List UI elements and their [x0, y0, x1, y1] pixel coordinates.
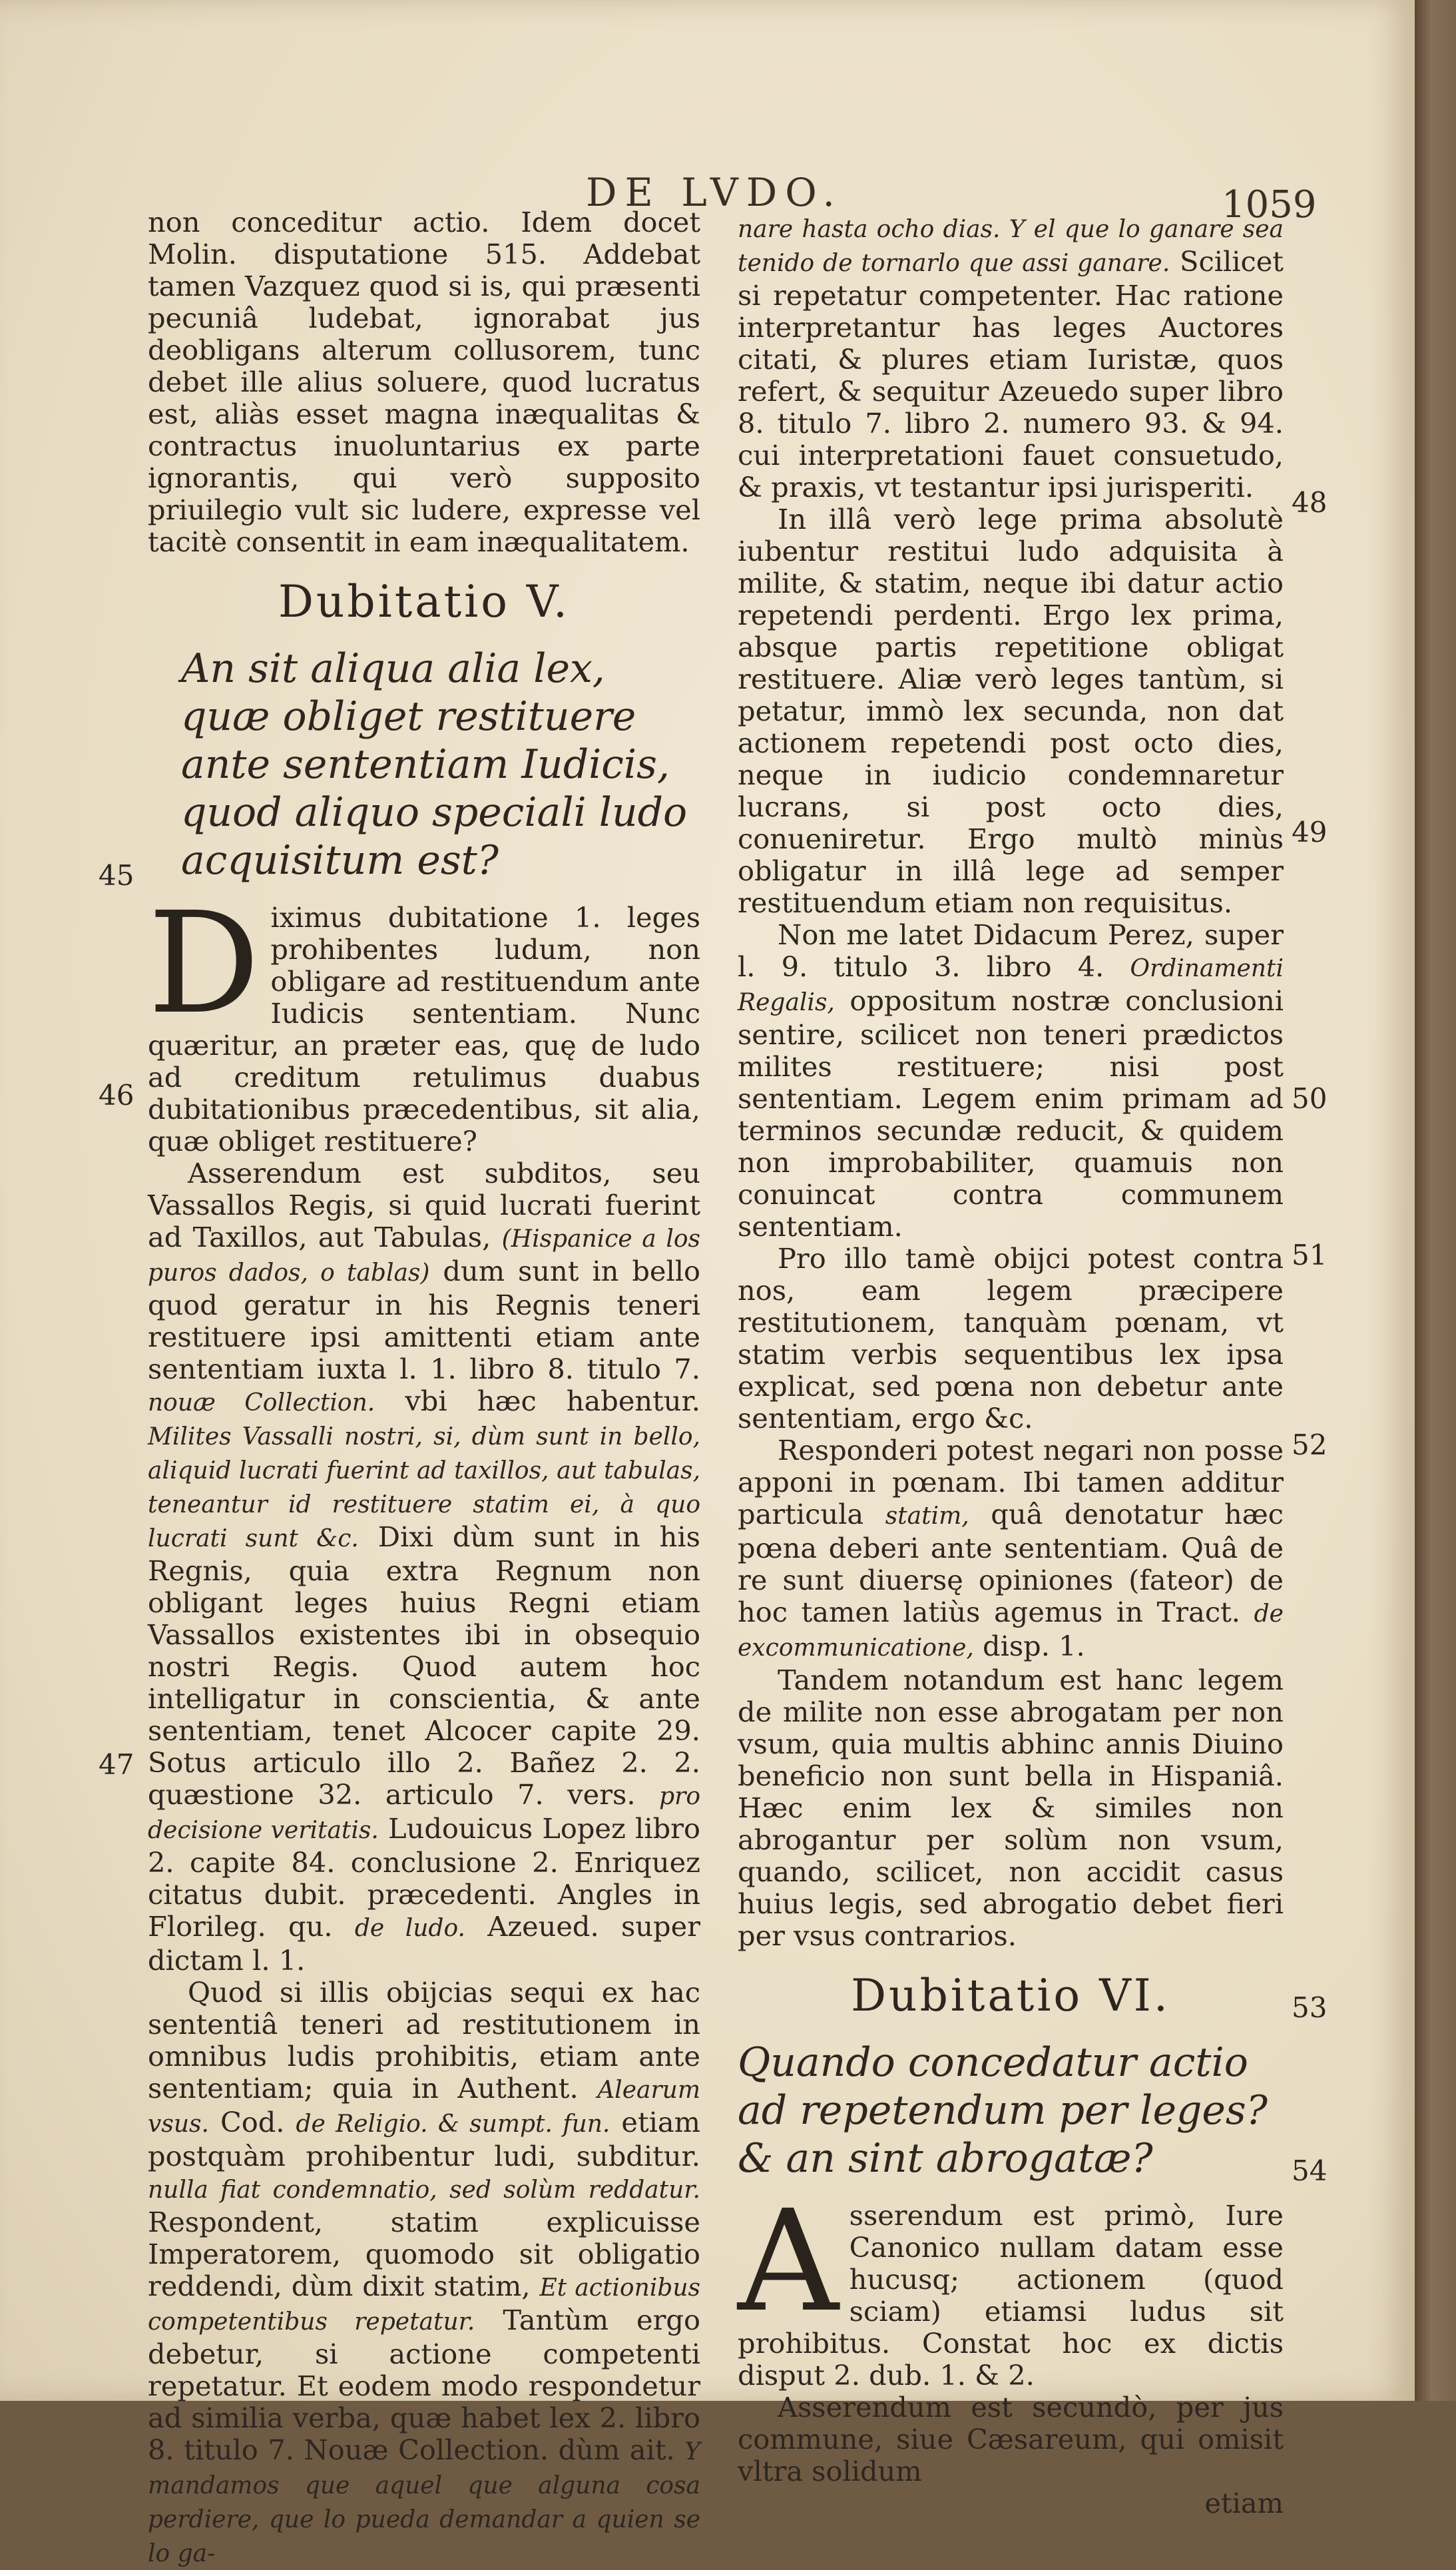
- paragraph-52: Tandem notandum est hanc legem de milite non esse abrogatam per non vsum, quia multis abhinc annis Diuino beneficio non sunt bella in Hispaniâ. Hæc enim lex & similes non abrogantur per solùm non vsum, quando, scilicet, non accidit casus huius legis, sed abrogatio debet fieri per vsus contrarios.: [738, 1664, 1284, 1952]
- paragraph-53: Asserendum est primò, Iure Canonico nullam datam esse hucusq; actionem (quod sciam) etiamsi ludus sit prohibitus. Constat hoc ex dictis disput 2. dub. 1. & 2.: [738, 2180, 1284, 2392]
- margin-number-49: 49: [1292, 816, 1328, 848]
- margin-number-51: 51: [1292, 1239, 1328, 1271]
- running-title: DE LVDO.: [586, 170, 843, 215]
- paragraph-47: Quod si illis obijcias sequi ex hac sententiâ teneri ad restitutionem in omnibus ludis prohibitis, etiam ante sententiam; quia in Authent. Alearum vsus. Cod. de Religio. & sumpt. fun. etiam postquàm prohibentur ludi, subditur. nulla fiat condemnatio, sed solùm reddatur. Respondent, statim explicuisse Imperatorem, quomodo sit obligatio reddendi, dùm dixit statim, Et actionibus competentibus repetatur. Tantùm ergo debetur, si actione competenti repetatur. Et eodem modo respondetur ad similia verba, quæ habet lex 2. libro 8. titulo 7. Nouæ Collection. dùm ait. Y mandamos que aquel que alguna cosa perdiere, que lo pueda demandar a quien se lo ga-: [148, 1976, 700, 2567]
- paragraph-continued: non conceditur actio. Idem docet Molin. disputatione 515. Addebat tamen Vazquez quod si is, qui præsenti pecuniâ ludebat, ignorabat jus deobligans alterum collusorem, tunc debet ille alius soluere, quod lucratus est, aliàs esset magna inæqualitas & contractus inuoluntarius ex parte ignorantis, qui verò supposito priuilegio vult sic ludere, expresse vel tacitè consentit in eam inæqualitatem.: [148, 206, 700, 558]
- margin-number-47: 47: [99, 1748, 134, 1781]
- margin-number-50: 50: [1292, 1082, 1328, 1115]
- book-edge: [1415, 0, 1456, 2401]
- margin-number-53: 53: [1292, 1991, 1328, 2024]
- margin-number-48: 48: [1292, 486, 1328, 519]
- paragraph-49: Non me latet Didacum Perez, super l. 9. titulo 3. libro 4. Ordinamenti Regalis, oppositum nostræ conclusioni sentire, scilicet non teneri prædictos milites restituere; nisi post sententiam. Legem enim primam ad terminos secundæ reducit, & quidem non improbabiliter, quamuis non conuincat contra communem sententiam.: [738, 918, 1284, 1243]
- page-number: 1059: [1222, 183, 1317, 226]
- dubitatio-5-question: An sit aliqua alia lex, quæ obliget restituere ante sententiam Iudicis, quod aliquo speciali ludo acquisitum est?: [181, 645, 688, 884]
- paragraph-48: In illâ verò lege prima absolutè iubentur restitui ludo adquisita à milite, & statim, neque ibi datur actio repetendi perdenti. Ergo lex prima, absque partis repetitione obligat restituere. Aliæ verò leges tantùm, si petatur, immò lex secunda, non dat actionem repetendi post octo dies, neque in iudicio condemnaretur lucrans, si post octo dies, conueniretur. Ergo multò minùs obligatur in illâ lege ad semper restituendum etiam non requisitus.: [738, 503, 1284, 919]
- margin-number-46: 46: [99, 1079, 134, 1112]
- dubitatio-5-heading: Dubitatio V.: [278, 576, 571, 627]
- paragraph-45: Diximus dubitatione 1. leges prohibentes ludum, non obligare ad restituendum ante Iudicis sententiam. Nunc quæritur, an præter eas, quę de ludo ad creditum retulimus duabus dubitationibus præcedentibus, sit alia, quæ obliget restituere?: [148, 882, 700, 1157]
- margin-number-52: 52: [1292, 1429, 1328, 1461]
- paragraph-50: Pro illo tamè obijci potest contra nos, eam legem præcipere restitutionem, tanquàm pœnam, vt statim verbis sequentibus lex ipsa explicat, sed pœna non debetur ante sententiam, ergo &c.: [738, 1242, 1284, 1435]
- catchword: etiam: [1204, 2487, 1284, 2519]
- paragraph-46: Asserendum est subditos, seu Vassallos Regis, si quid lucrati fuerint ad Taxillos, aut Tabulas, (Hispanice a los puros dados, o tablas) dum sunt in bello quod geratur in his Regnis teneri restituere ipsi amittenti etiam ante sententiam iuxta l. 1. libro 8. titulo 7. nouæ Collection. vbi hæc habentur. Milites Vassalli nostri, si, dùm sunt in bello, aliquid lucrati fuerint ad taxillos, aut tabulas, teneantur id restituere statim ei, à quo lucrati sunt &c. Dixi dùm sunt in his Regnis, quia extra Regnum non obligant leges huius Regni etiam Vassallos existentes ibi in obsequio nostri Regis. Quod autem hoc intelligatur in conscientia, & ante sententiam, tenet Alcocer capite 29. Sotus articulo illo 2. Bañez 2. 2. quæstione 32. articulo 7. vers. pro decisione veritatis. Ludouicus Lopez libro 2. capite 84. conclusione 2. Enriquez citatus dubit. præcedenti. Angles in Florileg. qu. de ludo. Azeued. super dictam l. 1.: [148, 1157, 700, 1977]
- dubitatio-6-question: Quando concedatur actio ad repetendum per leges? & an sint abrogatæ?: [738, 2039, 1268, 2182]
- margin-number-45: 45: [99, 859, 134, 892]
- drop-cap-d: D: [148, 882, 260, 1045]
- left-column: [148, 206, 700, 2570]
- right-column: [738, 212, 1284, 2519]
- paragraph-54: Asserendum est secundò, per jus commune, siue Cæsareum, qui omisit vltra solidum: [738, 2391, 1284, 2487]
- dubitatio-6-heading: Dubitatio VI.: [851, 1970, 1170, 2021]
- paragraph-continued-right: nare hasta ocho dias. Y el que lo ganare sea tenido de tornarlo que assi ganare. Scilicet si repetatur competenter. Hac ratione interpretantur has leges Auctores citati, & plures etiam Iuristæ, quos refert, & sequitur Azeuedo super libro 8. titulo 7. libro 2. numero 93. & 94. cui interpretationi fauet consuetudo, & praxis, vt testantur ipsi jurisperiti.: [738, 216, 1284, 503]
- margin-number-54: 54: [1292, 2154, 1328, 2187]
- drop-cap-a: A: [738, 2180, 839, 2343]
- paragraph-51: Responderi potest negari non posse apponi in pœnam. Ibi tamen additur particula statim, quâ denotatur hæc pœna deberi ante sententiam. Quâ de re sunt diuersę opiniones (fateor) de hoc tamen latiùs agemus in Tract. de excommunicatione, disp. 1.: [738, 1434, 1284, 1662]
